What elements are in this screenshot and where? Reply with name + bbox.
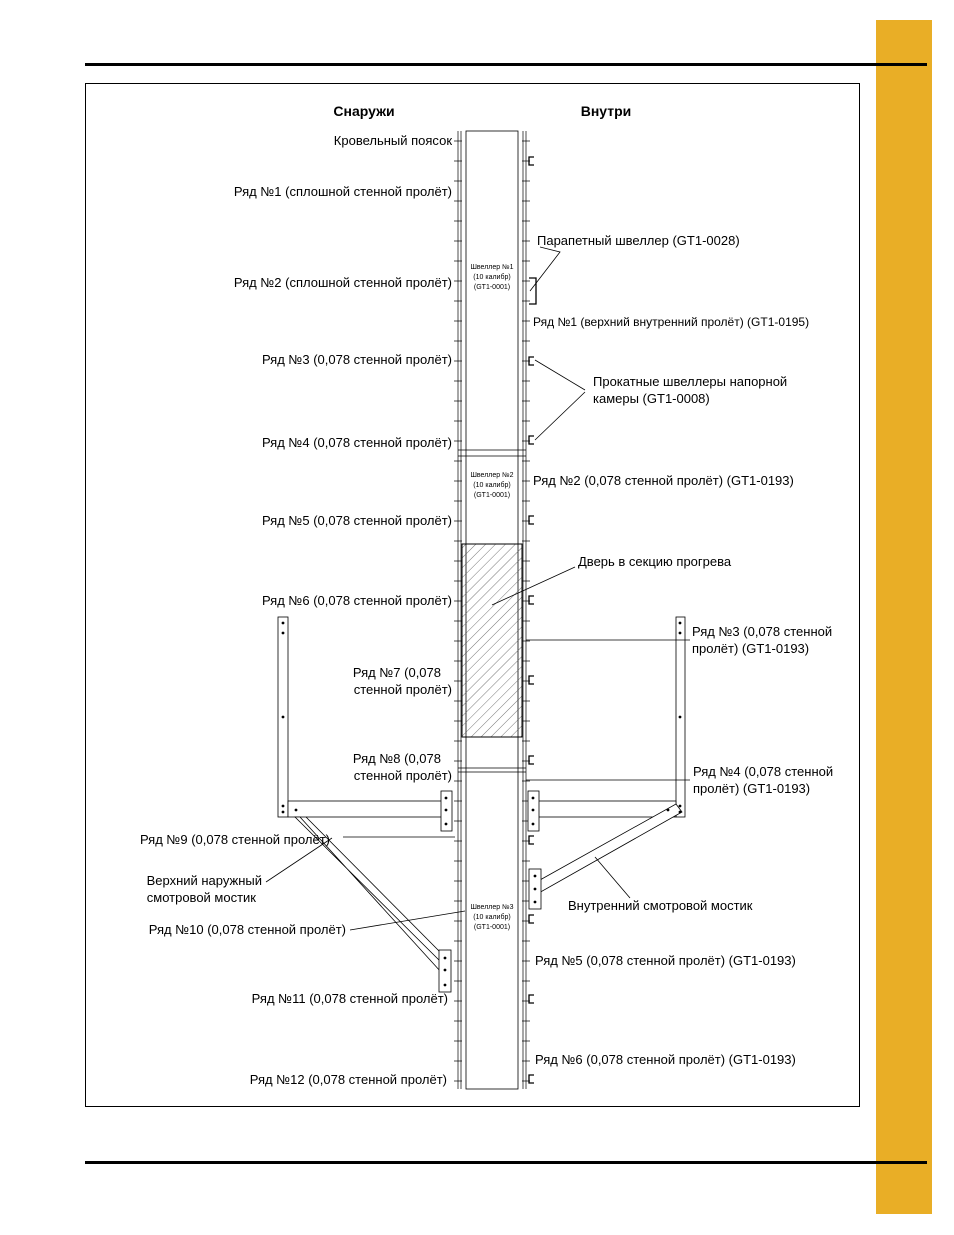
- svg-text:Швеллер №2: Швеллер №2: [470, 472, 514, 479]
- label-inner-ring-2: Ряд №2 (0,078 стенной пролёт) (GT1-0193): [533, 473, 794, 488]
- outside-labels: [140, 133, 452, 1087]
- label-ring-12: Ряд №12 (0,078 стенной пролёт): [249, 1072, 447, 1087]
- label-ring-8-line2: стенной пролёт): [353, 768, 452, 783]
- outside-header: Снаружи: [333, 103, 395, 119]
- label-ring-7: Ряд №7 (0,078: [352, 665, 441, 680]
- label-outer-walkway: Верхний наружный: [146, 873, 262, 888]
- label-ring-2: Ряд №2 (сплошной стенной пролёт): [233, 275, 452, 290]
- label-ring-4: Ряд №4 (0,078 стенной пролёт): [261, 435, 452, 450]
- label-inner-ring-4-line2: пролёт) (GT1-0193): [693, 781, 811, 796]
- svg-text:(10 калибр): (10 калибр): [473, 482, 511, 489]
- svg-text:(10 калибр): (10 калибр): [473, 914, 511, 921]
- label-ring-6: Ряд №6 (0,078 стенной пролёт): [261, 593, 452, 608]
- label-outer-walkway-line2: смотровой мостик: [146, 890, 256, 905]
- svg-text:(GT1-0001): (GT1-0001): [473, 492, 511, 499]
- svg-text:(GT1-0001): (GT1-0001): [473, 284, 511, 291]
- svg-text:(10 калибр): (10 калибр): [473, 274, 511, 281]
- svg-text:Швеллер №1: Швеллер №1: [470, 264, 514, 271]
- channel-label-3: [470, 904, 513, 931]
- label-inner-ring-5: Ряд №5 (0,078 стенной пролёт) (GT1-0193): [535, 953, 796, 968]
- label-ring-5: Ряд №5 (0,078 стенной пролёт): [261, 513, 452, 528]
- label-inner-ring-6: Ряд №6 (0,078 стенной пролёт) (GT1-0193): [535, 1052, 796, 1067]
- label-inner-walkway: Внутренний смотровой мостик: [568, 898, 753, 913]
- label-inner-ring-3-line2: пролёт) (GT1-0193): [692, 641, 810, 656]
- label-inner-ring-4: Ряд №4 (0,078 стенной: [693, 764, 834, 779]
- label-ring-10: Ряд №10 (0,078 стенной пролёт): [148, 922, 346, 937]
- label-ring-9: Ряд №9 (0,078 стенной пролёт): [139, 832, 330, 847]
- label-plenum-channels: Прокатные швеллеры напорной: [593, 374, 788, 389]
- label-ring-7-line2: стенной пролёт): [353, 682, 452, 697]
- label-ring-11: Ряд №11 (0,078 стенной пролёт): [251, 991, 448, 1006]
- label-plenum-channels-line2: камеры (GT1-0008): [593, 391, 710, 406]
- inner-walkway-bolts: [532, 622, 682, 904]
- channel-label-2: [470, 472, 513, 499]
- label-parapet: Парапетный швеллер (GT1-0028): [537, 233, 740, 248]
- label-inner-ring-3: Ряд №3 (0,078 стенной: [692, 624, 833, 639]
- svg-text:Швеллер №3: Швеллер №3: [470, 904, 514, 911]
- inner-walkway-structure: [528, 617, 685, 909]
- label-inner-ring-1: Ряд №1 (верхний внутренний пролёт) (GT1-0195): [533, 315, 810, 329]
- label-ring-8: Ряд №8 (0,078: [352, 751, 441, 766]
- label-ring-1: Ряд №1 (сплошной стенной пролёт): [233, 184, 452, 199]
- label-roof-ring: Кровельный поясок: [333, 133, 452, 148]
- inside-channel-brackets: [529, 157, 534, 1083]
- inside-header: Внутри: [580, 103, 632, 119]
- label-door: Дверь в секцию прогрева: [578, 554, 732, 569]
- svg-text:(GT1-0001): (GT1-0001): [473, 924, 511, 931]
- heat-section-door: [462, 544, 522, 737]
- label-ring-3: Ряд №3 (0,078 стенной пролёт): [261, 352, 452, 367]
- channel-label-1: [470, 264, 513, 291]
